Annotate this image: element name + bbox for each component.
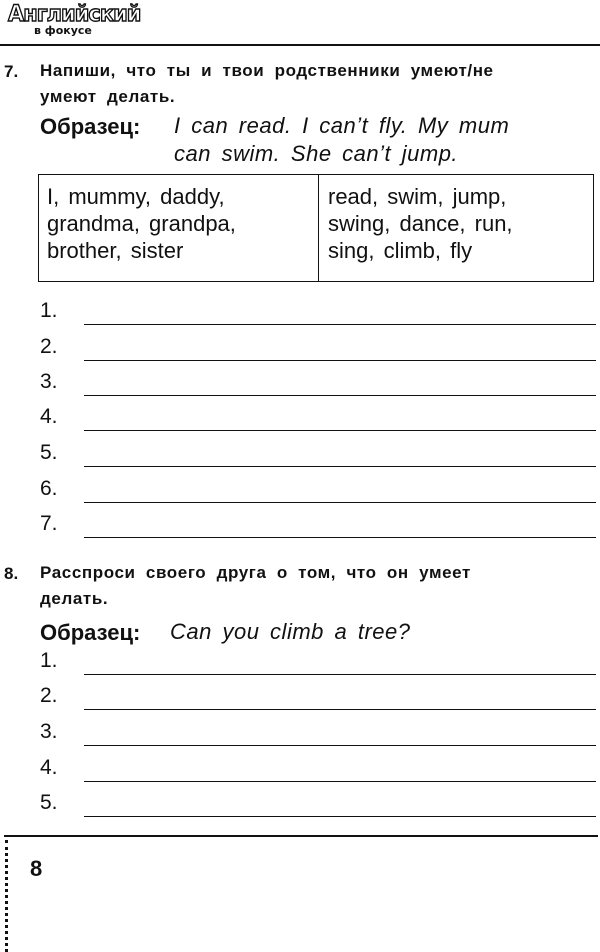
answer-line[interactable] xyxy=(84,781,596,782)
task7-answer-row xyxy=(38,477,598,507)
answer-line[interactable] xyxy=(84,745,596,746)
task7-answer-row xyxy=(38,370,598,400)
task7-instruction-line1: Напиши, что ты и твои родственники умеют/не xyxy=(40,61,494,80)
answer-number: 2. xyxy=(40,335,58,358)
answer-line[interactable] xyxy=(84,502,596,503)
answer-line[interactable] xyxy=(84,360,596,361)
task7-sample-label: Образец: xyxy=(40,114,141,139)
answer-number: 1. xyxy=(40,649,58,672)
logo-subtitle: в фокусе xyxy=(34,24,92,37)
answer-number: 1. xyxy=(40,299,58,322)
word-table-verbs xyxy=(319,175,593,281)
footer-divider xyxy=(4,835,598,837)
answer-number: 5. xyxy=(40,441,58,464)
answer-line[interactable] xyxy=(84,324,596,325)
answer-line[interactable] xyxy=(84,466,596,467)
subjects-line: I, mummy, daddy, xyxy=(47,184,225,209)
answer-number: 7. xyxy=(40,512,58,535)
header-divider xyxy=(0,44,600,46)
word-table xyxy=(38,174,594,282)
task8-sample-text: Can you climb a tree? xyxy=(170,619,411,644)
task7-answer-row xyxy=(38,335,598,365)
verbs-line: swing, dance, run, xyxy=(328,211,513,236)
task7-instruction-line2: умеют делать. xyxy=(40,87,176,106)
answer-number: 3. xyxy=(40,370,58,393)
task7-sample-line1: I can read. I can’t fly. My mum xyxy=(174,113,510,138)
task8-answer-row xyxy=(38,684,598,714)
answer-line[interactable] xyxy=(84,537,596,538)
answer-number: 2. xyxy=(40,684,58,707)
task8-answer-row xyxy=(38,791,598,821)
answer-line[interactable] xyxy=(84,430,596,431)
answer-line[interactable] xyxy=(84,816,596,817)
task7-answer-row xyxy=(38,299,598,329)
task7-sample-line2: can swim. She can’t jump. xyxy=(174,141,459,166)
answer-number: 5. xyxy=(40,791,58,814)
task8-answer-row xyxy=(38,649,598,679)
task8-sample-label: Образец: xyxy=(40,620,141,645)
answer-number: 3. xyxy=(40,720,58,743)
verbs-line: sing, climb, fly xyxy=(328,238,473,263)
logo-title: Английский xyxy=(8,2,141,27)
answer-number: 4. xyxy=(40,756,58,779)
task7-number: 7. xyxy=(4,62,19,81)
task7-answer-row xyxy=(38,405,598,435)
word-table-subjects xyxy=(39,175,319,281)
task8-instruction-line2: делать. xyxy=(40,589,109,608)
task8-instruction-line1: Расспроси своего друга о том, что он умеет xyxy=(40,563,471,582)
task7-answer-row xyxy=(38,512,598,542)
task8-number: 8. xyxy=(4,564,19,583)
verbs-line: read, swim, jump, xyxy=(328,184,507,209)
dotted-margin-line xyxy=(5,840,8,952)
task7-answer-row xyxy=(38,441,598,471)
task8-answer-row xyxy=(38,720,598,750)
task8-answer-row xyxy=(38,756,598,786)
answer-line[interactable] xyxy=(84,709,596,710)
subjects-line: brother, sister xyxy=(47,238,184,263)
answer-number: 6. xyxy=(40,477,58,500)
answer-number: 4. xyxy=(40,405,58,428)
answer-line[interactable] xyxy=(84,674,596,675)
answer-line[interactable] xyxy=(84,395,596,396)
page-number: 8 xyxy=(30,856,43,881)
subjects-line: grandma, grandpa, xyxy=(47,211,236,236)
